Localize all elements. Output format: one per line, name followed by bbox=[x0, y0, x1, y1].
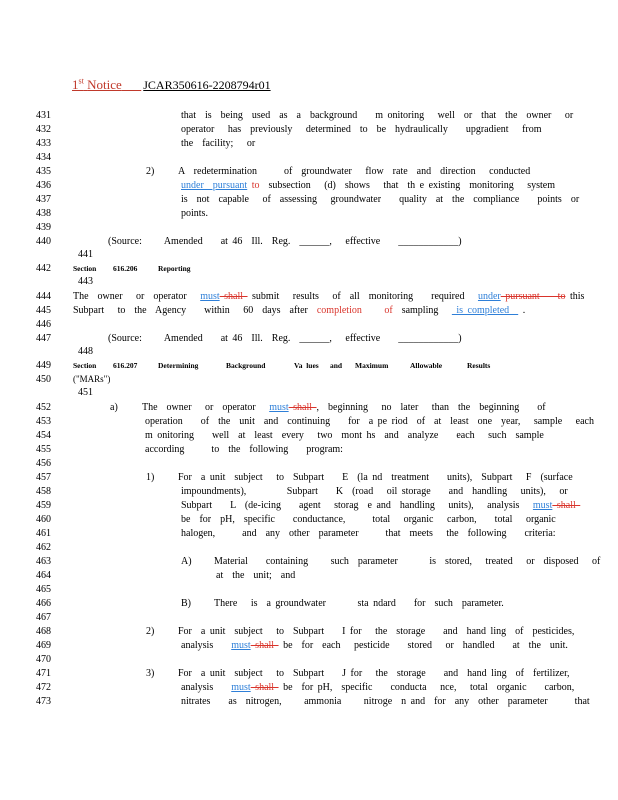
deleted-text: completion of bbox=[316, 305, 393, 316]
text-line: Material containing such parameter is stored, treated or disposed of bbox=[214, 556, 601, 567]
list-marker: 2) bbox=[146, 166, 155, 177]
line-number: 441 bbox=[78, 249, 93, 260]
line-number: 469 bbox=[36, 640, 51, 651]
line-number: 437 bbox=[36, 194, 51, 205]
line-number: 471 bbox=[36, 668, 51, 679]
text-line bbox=[181, 499, 580, 512]
line-number: 453 bbox=[36, 416, 51, 427]
text-segment: subsection (d) shows that th e existing monitoring system bbox=[259, 180, 555, 191]
deleted-text: shall bbox=[552, 500, 581, 511]
deleted-text: shall bbox=[250, 640, 279, 651]
notice-ordinal: st bbox=[78, 77, 84, 86]
inserted-text: must bbox=[231, 640, 251, 651]
line-number: 435 bbox=[36, 166, 51, 177]
text-segment: be for pH, specific conducta nce, total organic carbon, bbox=[278, 682, 575, 693]
text-line: according to the following program: bbox=[145, 444, 343, 455]
line-number: 442 bbox=[36, 263, 51, 274]
text-line: at the unit; and bbox=[216, 570, 296, 581]
line-number: 457 bbox=[36, 472, 51, 483]
section-title-word: Va lues bbox=[294, 361, 319, 370]
text-line bbox=[73, 290, 584, 303]
line-number: 449 bbox=[36, 360, 51, 371]
inserted-text: must bbox=[231, 682, 251, 693]
text-segment: analysis bbox=[181, 640, 232, 651]
text-line: operator has previously determined to be hydraulically upgradient from bbox=[181, 124, 542, 135]
section-title-word: and bbox=[330, 361, 343, 370]
line-number: 433 bbox=[36, 138, 51, 149]
list-marker: 1) bbox=[146, 472, 155, 483]
deleted-text: to bbox=[247, 180, 260, 191]
section-title-cont: ("MARs") bbox=[73, 374, 111, 384]
text-line: For a unit subject to Subpart J for the storage and hand ling of fertilizer, bbox=[178, 668, 570, 679]
text-line bbox=[181, 179, 555, 192]
text-line: is not capable of assessing groundwater quality at the compliance points or bbox=[181, 194, 580, 205]
line-number: 431 bbox=[36, 110, 51, 121]
text-segment: The owner or operator bbox=[142, 402, 270, 413]
deleted-text: shall bbox=[250, 682, 279, 693]
line-number: 447 bbox=[36, 333, 51, 344]
line-number: 466 bbox=[36, 598, 51, 609]
line-number: 450 bbox=[36, 374, 51, 385]
line-number: 434 bbox=[36, 152, 51, 163]
text-line bbox=[181, 681, 574, 694]
line-number: 446 bbox=[36, 319, 51, 330]
line-number: 454 bbox=[36, 430, 51, 441]
text-line: operation of the unit and continuing for a pe riod of at least one year, sample each bbox=[145, 416, 594, 427]
source-note: (Source: Amended at 46 Ill. Reg. ______, effective ____________) bbox=[108, 333, 462, 344]
section-title-word: Results bbox=[467, 361, 491, 370]
section-title-word: Background bbox=[226, 361, 266, 370]
text-line: m onitoring well at least every two mont hs and analyze each such sample bbox=[145, 430, 544, 441]
line-number: 438 bbox=[36, 208, 51, 219]
line-number: 458 bbox=[36, 486, 51, 497]
line-number: 463 bbox=[36, 556, 51, 567]
deleted-text: pursuant to bbox=[500, 291, 566, 302]
line-number: 473 bbox=[36, 696, 51, 707]
inserted-text: must bbox=[200, 291, 220, 302]
line-number: 451 bbox=[78, 387, 93, 398]
text-line bbox=[181, 639, 568, 652]
deleted-text: shall bbox=[288, 402, 317, 413]
text-line: For a unit subject to Subpart I for the storage and hand ling of pesticides, bbox=[178, 626, 575, 637]
text-segment: submit results of all monitoring required bbox=[247, 291, 478, 302]
inserted-text: under bbox=[477, 291, 501, 302]
text-segment: be for each pesticide stored or handled at the unit. bbox=[278, 640, 568, 651]
line-number: 470 bbox=[36, 654, 51, 665]
text-segment: Subpart L (de-icing agent storag e and handling units), analysis bbox=[181, 500, 533, 511]
text-segment: Subpart to the Agency within 60 days after bbox=[73, 305, 317, 316]
section-number-label: Section bbox=[73, 361, 97, 370]
line-number: 464 bbox=[36, 570, 51, 581]
line-number: 456 bbox=[36, 458, 51, 469]
section-title: Reporting bbox=[158, 264, 191, 273]
list-marker: B) bbox=[181, 598, 191, 609]
deleted-text: shall bbox=[219, 291, 248, 302]
line-number: 448 bbox=[78, 346, 93, 357]
list-marker: 3) bbox=[146, 668, 155, 679]
text-line: that is being used as a background m onitoring well or that the owner or bbox=[181, 110, 574, 121]
line-number: 455 bbox=[36, 444, 51, 455]
line-number: 444 bbox=[36, 291, 51, 302]
text-line: nitrates as nitrogen, ammonia nitroge n and for any other parameter that bbox=[181, 696, 590, 707]
line-number: 461 bbox=[36, 528, 51, 539]
line-number: 452 bbox=[36, 402, 51, 413]
line-number: 465 bbox=[36, 584, 51, 595]
line-number: 432 bbox=[36, 124, 51, 135]
section-title-word: Maximum bbox=[355, 361, 389, 370]
text-line bbox=[73, 304, 525, 317]
section-number: 616.207 bbox=[113, 361, 138, 370]
line-number: 443 bbox=[78, 276, 93, 287]
text-line: halogen, and any other parameter that meets the following criteria: bbox=[181, 528, 556, 539]
text-segment: sampling bbox=[392, 305, 452, 316]
section-number-label: Section bbox=[73, 264, 97, 273]
section-title-word: Determining bbox=[158, 361, 199, 370]
line-number: 462 bbox=[36, 542, 51, 553]
text-line: For a unit subject to Subpart E (la nd treatment units), Subpart F (surface bbox=[178, 472, 573, 483]
inserted-text: must bbox=[532, 500, 553, 511]
text-line: be for pH, specific conductance, total organic carbon, total organic bbox=[181, 514, 556, 525]
line-number: 440 bbox=[36, 236, 51, 247]
source-note: (Source: Amended at 46 Ill. Reg. ______, effective ____________) bbox=[108, 236, 462, 247]
section-number: 616.206 bbox=[113, 264, 138, 273]
inserted-text: must bbox=[269, 402, 289, 413]
text-line: There is a groundwater sta ndard for such parameter. bbox=[214, 598, 504, 609]
line-number: 472 bbox=[36, 682, 51, 693]
text-segment: this bbox=[565, 291, 585, 302]
line-number: 467 bbox=[36, 612, 51, 623]
list-marker: A) bbox=[181, 556, 192, 567]
line-number: 445 bbox=[36, 305, 51, 316]
notice-word: Notice bbox=[87, 77, 122, 93]
line-number: 468 bbox=[36, 626, 51, 637]
line-number: 436 bbox=[36, 180, 51, 191]
text-line: impoundments), Subpart K (road oil storage and handling units), or bbox=[181, 486, 568, 497]
text-segment: The owner or operator bbox=[73, 291, 201, 302]
text-line: points. bbox=[181, 208, 208, 219]
document-id: JCAR350616-2208794r01 bbox=[143, 78, 271, 93]
list-marker: 2) bbox=[146, 626, 155, 637]
inserted-text: is completed bbox=[451, 305, 519, 316]
text-line: A redetermination of groundwater flow rate and direction conducted bbox=[178, 166, 531, 177]
notice-header bbox=[72, 77, 271, 93]
notice-label bbox=[72, 77, 141, 92]
text-segment: analysis bbox=[181, 682, 232, 693]
text-line: the facility; or bbox=[181, 138, 256, 149]
list-marker: a) bbox=[110, 402, 118, 413]
line-number: 460 bbox=[36, 514, 51, 525]
text-line bbox=[142, 401, 546, 414]
line-number: 439 bbox=[36, 222, 51, 233]
inserted-text: under pursuant bbox=[181, 180, 248, 191]
text-segment: . bbox=[518, 305, 526, 316]
line-number: 459 bbox=[36, 500, 51, 511]
text-segment: , beginning no later than the beginning of bbox=[316, 402, 546, 413]
section-title-word: Allowable bbox=[410, 361, 443, 370]
notice-number: 1 bbox=[72, 77, 79, 93]
